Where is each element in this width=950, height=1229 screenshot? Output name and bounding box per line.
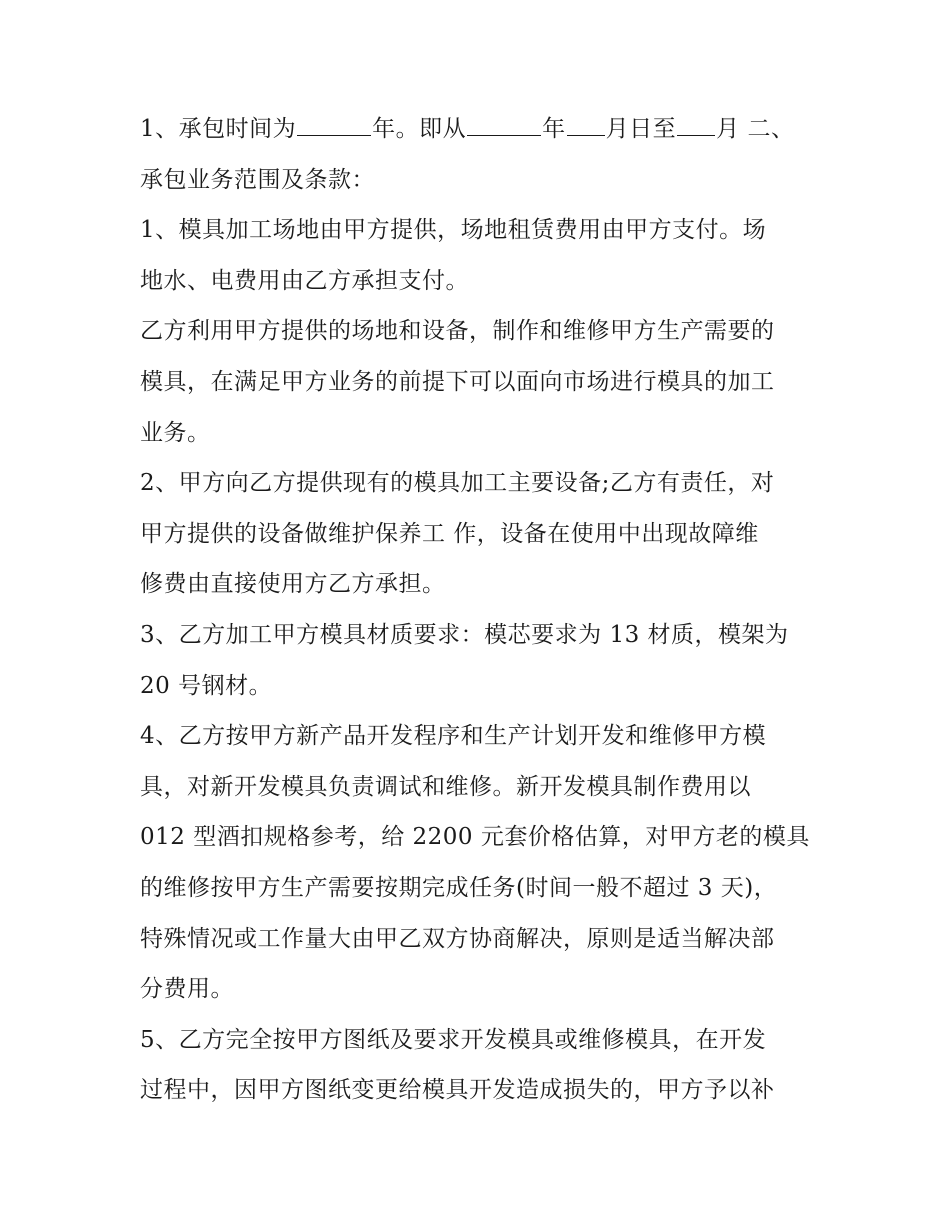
blank-end-month [677,111,715,136]
text-line: 模具，在满足甲方业务的前提下可以面向市场进行模具的加工 [140,368,775,395]
blank-start-year [467,111,541,136]
text-line: 业务。 [140,419,211,446]
text-line: 地水、电费用由乙方承担支付。 [140,267,469,294]
text-line: 分费用。 [140,976,234,1003]
term-text-5: 月 二、 [716,116,795,142]
text-line: 5、乙方完全按甲方图纸及要求开发模具或维修模具，在开发 [140,1026,767,1053]
term-text-1: 1、承包时间为 [140,116,297,142]
text-line: 20 号钢材。 [140,672,273,699]
blank-start-month [567,111,605,136]
blank-years [297,111,371,136]
text-line: 1、模具加工场地由甲方提供，场地租赁费用由甲方支付。场 [140,217,767,244]
text-line: 012 型酒扣规格参考，给 2200 元套价格估算，对甲方老的模具 [140,824,810,851]
term-text-2: 年。即从 [372,116,467,142]
text-line: 具，对新开发模具负责调试和维修。新开发模具制作费用以 [140,773,751,800]
contract-term-line [140,104,820,155]
term-text-4: 月日至 [605,116,677,142]
text-line: 乙方利用甲方提供的场地和设备，制作和维修甲方生产需要的 [140,318,775,345]
text-line: 过程中，因甲方图纸变更给模具开发造成损失的，甲方予以补 [140,1077,775,1104]
text-line: 修费由直接使用方乙方承担。 [140,571,446,598]
text-line: 的维修按甲方生产需要按期完成任务(时间一般不超过 3 天)， [140,874,778,901]
text-line: 特殊情况或工作量大由甲乙双方协商解决，原则是适当解决部 [140,925,775,952]
text-line: 2、甲方向乙方提供现有的模具加工主要设备;乙方有责任，对 [140,470,775,497]
text-line: 4、乙方按甲方新产品开发程序和生产计划开发和维修甲方模 [140,723,767,750]
text-line: 承包业务范围及条款： [140,166,375,193]
document-body [140,104,820,1116]
text-line: 甲方提供的设备做维护保养工 作，设备在使用中出现故障维 [140,520,759,547]
term-text-3: 年 [542,116,566,142]
text-line: 3、乙方加工甲方模具材质要求：模芯要求为 13 材质，模架为 [140,621,789,648]
